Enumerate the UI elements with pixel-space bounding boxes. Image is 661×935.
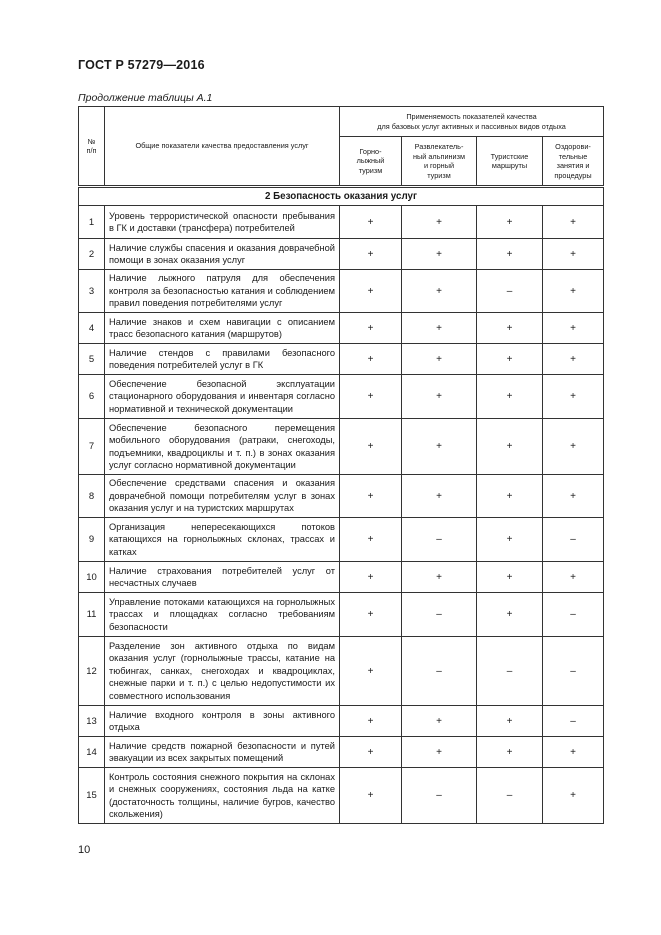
- document-id: ГОСТ Р 57279—2016: [78, 58, 205, 72]
- table-row: [79, 737, 604, 768]
- applicability-mark: +: [543, 375, 604, 419]
- applicability-mark: +: [477, 706, 543, 737]
- applicability-mark: +: [543, 475, 604, 518]
- applicability-mark: +: [340, 270, 402, 313]
- section-row: [79, 187, 604, 206]
- header-sub-col-4: [543, 137, 604, 187]
- applicability-mark: +: [543, 562, 604, 593]
- row-number: 9: [79, 518, 105, 562]
- applicability-mark: –: [402, 768, 477, 824]
- table-row: [79, 593, 604, 637]
- applicability-mark: +: [477, 239, 543, 270]
- applicability-mark: –: [477, 768, 543, 824]
- table-caption: Продолжение таблицы А.1: [78, 92, 213, 104]
- applicability-mark: +: [340, 706, 402, 737]
- header-sub-col-4-text: Оздорови- тельные занятия и процедуры: [554, 142, 592, 180]
- applicability-mark: +: [477, 206, 543, 239]
- row-description: Наличие службы спасения и оказания доврачебной помощи в зонах оказания услуг: [105, 239, 340, 270]
- row-number: 12: [79, 637, 105, 706]
- header-sub-col-1: [340, 137, 402, 187]
- applicability-mark: +: [477, 737, 543, 768]
- row-description: Наличие средств пожарной безопасности и путей эвакуации из всех закрытых помещений: [105, 737, 340, 768]
- table-row: [79, 518, 604, 562]
- applicability-mark: –: [543, 706, 604, 737]
- table-row: [79, 768, 604, 824]
- table-row: [79, 419, 604, 475]
- row-number: 15: [79, 768, 105, 824]
- applicability-mark: +: [402, 270, 477, 313]
- applicability-mark: +: [477, 475, 543, 518]
- table-row: [79, 706, 604, 737]
- applicability-mark: +: [477, 518, 543, 562]
- table-row: [79, 344, 604, 375]
- row-description: Наличие стендов с правилами безопасного поведения потребителей услуг в ГК: [105, 344, 340, 375]
- applicability-mark: –: [402, 518, 477, 562]
- row-number: 10: [79, 562, 105, 593]
- row-number: 6: [79, 375, 105, 419]
- applicability-mark: +: [543, 206, 604, 239]
- applicability-mark: +: [402, 475, 477, 518]
- applicability-mark: –: [477, 637, 543, 706]
- applicability-mark: +: [340, 375, 402, 419]
- applicability-mark: +: [340, 419, 402, 475]
- table-row: [79, 637, 604, 706]
- applicability-mark: +: [402, 206, 477, 239]
- applicability-mark: +: [543, 344, 604, 375]
- applicability-mark: +: [340, 637, 402, 706]
- row-description: Организация непересекающихся потоков катающихся на горнолыжных склонах, трассах и катках: [105, 518, 340, 562]
- applicability-mark: +: [477, 375, 543, 419]
- row-description: Уровень террористической опасности пребывания в ГК и доставки (трансфера) потребителей: [105, 206, 340, 239]
- header-sub-col-1-text: Горно- лыжный туризм: [356, 146, 385, 175]
- applicability-mark: –: [477, 270, 543, 313]
- applicability-mark: +: [543, 419, 604, 475]
- applicability-mark: +: [340, 768, 402, 824]
- header-number-text: № п/п: [86, 136, 97, 155]
- row-description: Обеспечение безопасного перемещения мобильного оборудования (ратраки, снегоходы, подъемники, квадроциклы и т. п.) в зонах оказания услуг согласно нормативной документации: [105, 419, 340, 475]
- applicability-mark: +: [402, 344, 477, 375]
- row-description: Обеспечение безопасной эксплуатации стационарного оборудования и инвентаря согласно нормативной и технической документации: [105, 375, 340, 419]
- applicability-mark: +: [402, 706, 477, 737]
- quality-indicators-table: [78, 106, 604, 824]
- row-number: 13: [79, 706, 105, 737]
- applicability-mark: +: [477, 593, 543, 637]
- table-row: [79, 562, 604, 593]
- applicability-mark: +: [340, 344, 402, 375]
- row-description: Наличие входного контроля в зоны активного отдыха: [105, 706, 340, 737]
- header-description: [105, 107, 340, 187]
- header-sub-col-3-text: Туристские маршруты: [490, 151, 529, 170]
- row-description: Наличие страхования потребителей услуг от несчастных случаев: [105, 562, 340, 593]
- row-number: 3: [79, 270, 105, 313]
- applicability-mark: +: [340, 206, 402, 239]
- row-number: 5: [79, 344, 105, 375]
- page-number: 10: [78, 844, 91, 856]
- applicability-mark: +: [477, 344, 543, 375]
- applicability-mark: +: [402, 419, 477, 475]
- table-row: [79, 206, 604, 239]
- row-description: Обеспечение средствами спасения и оказания доврачебной помощи потребителям услуг в зонах оказания услуг и на туристских маршрутах: [105, 475, 340, 518]
- applicability-mark: +: [477, 562, 543, 593]
- applicability-mark: +: [340, 518, 402, 562]
- row-number: 8: [79, 475, 105, 518]
- row-description: Наличие лыжного патруля для обеспечения контроля за безопасностью катания и соблюдением правил поведения потребителями услуг: [105, 270, 340, 313]
- applicability-mark: +: [340, 593, 402, 637]
- header-number: [79, 107, 105, 187]
- table-row: [79, 375, 604, 419]
- row-number: 4: [79, 313, 105, 344]
- applicability-mark: +: [543, 313, 604, 344]
- table-row: [79, 313, 604, 344]
- applicability-mark: +: [402, 562, 477, 593]
- applicability-mark: +: [477, 419, 543, 475]
- row-number: 14: [79, 737, 105, 768]
- applicability-mark: +: [543, 737, 604, 768]
- applicability-mark: –: [543, 518, 604, 562]
- row-description: Наличие знаков и схем навигации с описанием трасс безопасного катания (маршрутов): [105, 313, 340, 344]
- row-number: 7: [79, 419, 105, 475]
- applicability-mark: +: [402, 313, 477, 344]
- row-description: Управление потоками катающихся на горнолыжных трассах и площадках согласно требованиям безопасности: [105, 593, 340, 637]
- row-number: 1: [79, 206, 105, 239]
- applicability-mark: +: [340, 737, 402, 768]
- applicability-mark: +: [543, 239, 604, 270]
- header-description-text: Общие показатели качества предоставления услуг: [135, 141, 309, 151]
- applicability-mark: +: [477, 313, 543, 344]
- header-sub-col-2: [402, 137, 477, 187]
- applicability-mark: +: [543, 270, 604, 313]
- applicability-mark: –: [543, 637, 604, 706]
- row-number: 2: [79, 239, 105, 270]
- applicability-mark: +: [402, 375, 477, 419]
- applicability-mark: +: [340, 313, 402, 344]
- applicability-mark: +: [340, 475, 402, 518]
- header-applicability: [340, 107, 604, 137]
- row-description: Разделение зон активного отдыха по видам оказания услуг (горнолыжные трассы, катание на тюбингах, санках, снегоходах и квадроциклах, снежные парки и т. п.) с целью недопустимости их совместного использования: [105, 637, 340, 706]
- table-row: [79, 475, 604, 518]
- header-sub-col-3: [477, 137, 543, 187]
- row-number: 11: [79, 593, 105, 637]
- header-applicability-text: Применяемость показателей качества для базовых услуг активных и пассивных видов отдыха: [377, 112, 566, 131]
- section-title: 2 Безопасность оказания услуг: [79, 187, 604, 206]
- applicability-mark: –: [402, 593, 477, 637]
- applicability-mark: –: [543, 593, 604, 637]
- applicability-mark: +: [340, 239, 402, 270]
- applicability-mark: +: [402, 239, 477, 270]
- table-row: [79, 270, 604, 313]
- applicability-mark: +: [402, 737, 477, 768]
- table-row: [79, 239, 604, 270]
- header-sub-col-2-text: Развлекатель- ный альпинизм и горный туризм: [413, 142, 465, 180]
- row-description: Контроль состояния снежного покрытия на склонах и снежных сооружениях, состояния льда на катке (достаточность толщины, наличие бугров, качество скольжения): [105, 768, 340, 824]
- applicability-mark: –: [402, 637, 477, 706]
- applicability-mark: +: [340, 562, 402, 593]
- applicability-mark: +: [543, 768, 604, 824]
